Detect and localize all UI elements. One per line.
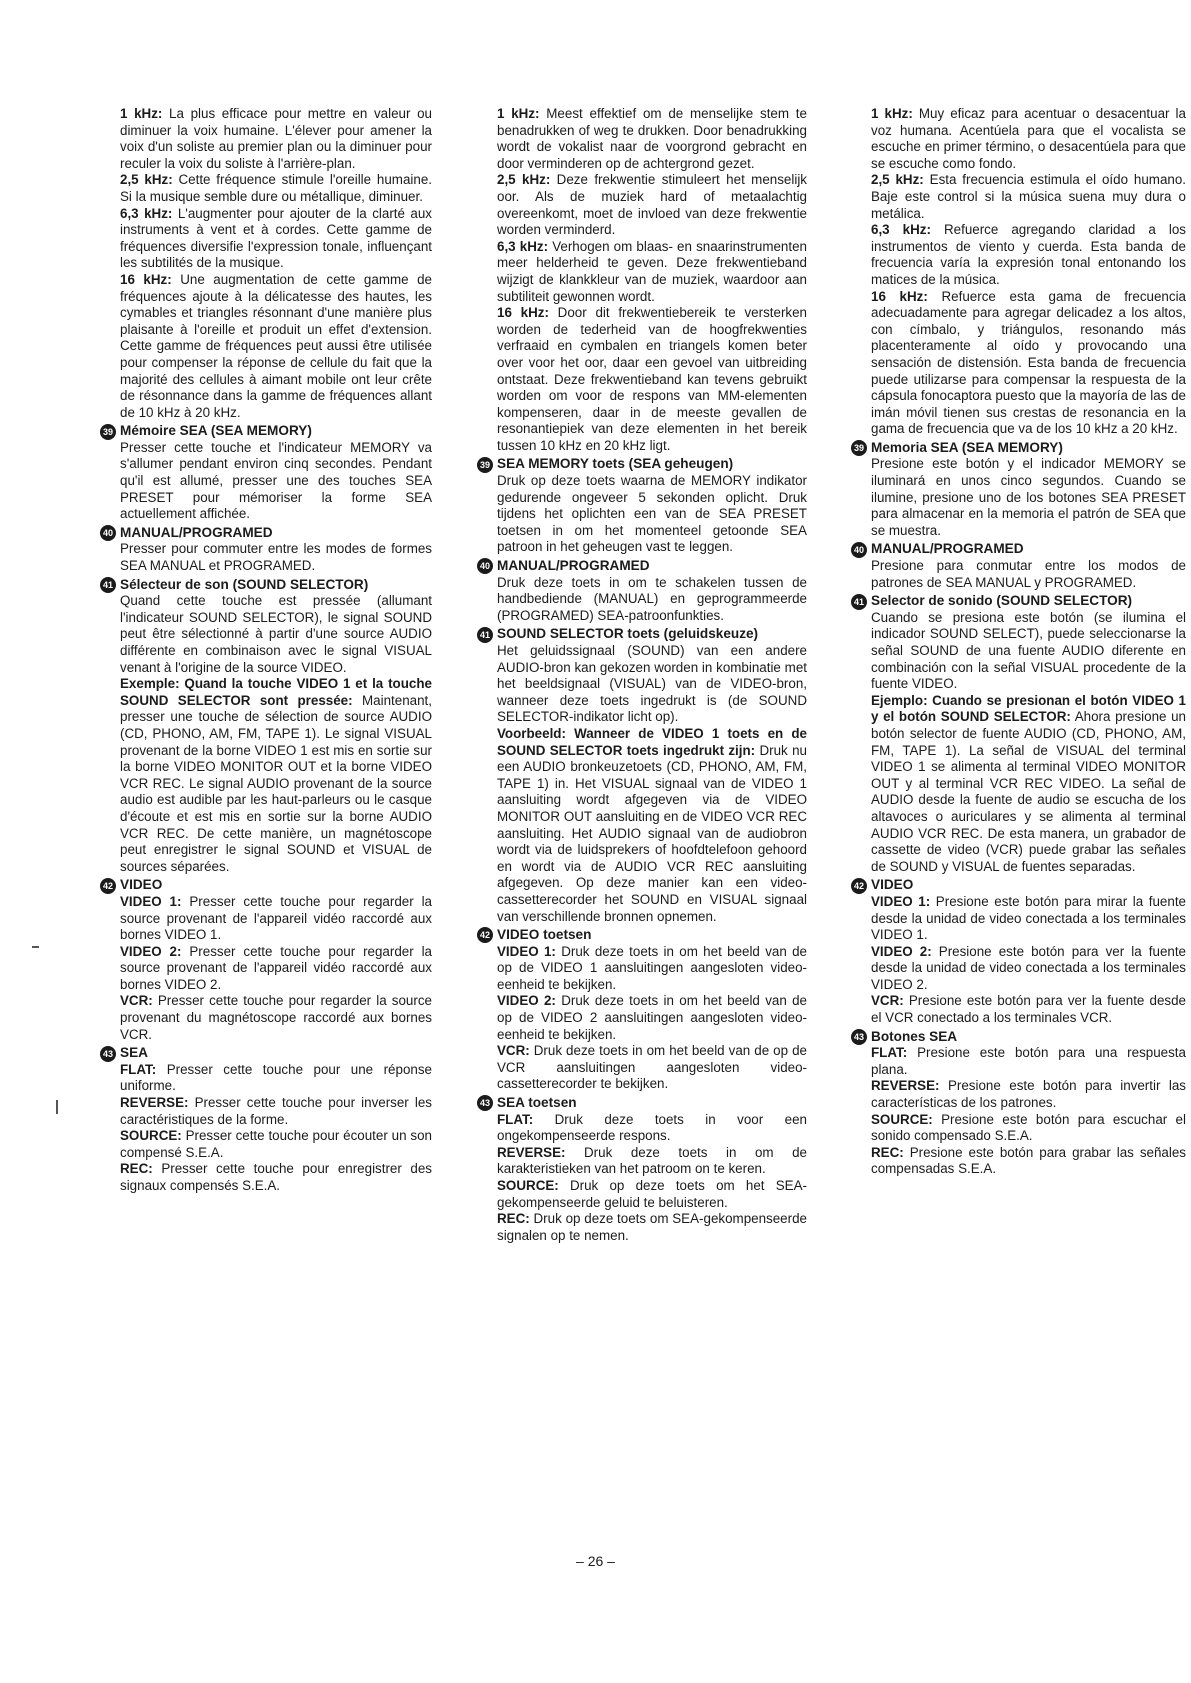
frequency-label: 1 kHz: [871, 106, 913, 121]
section-40 [102, 524, 432, 575]
item-text: Druk deze toets in om het beeld van de op de VCR aansluitingen aangesloten video-cassetterecorder te bekijken. [497, 1043, 807, 1092]
example-text: Ahora presione un botón selector de fuente AUDIO (CD, PHONO, AM, FM, TAPE 1). La señal de VISUAL del terminal VIDEO 1 se alimenta al terminal VIDEO MONITOR OUT y al terminal VCR REC VIDEO. La señal de AUDIO desde la fuente de audio se escucha de los altavoces o auriculares y se alimenta al terminal AUDIO VCR REC. De esta manera, un grabador de cassette de video (VCR) puede grabar las señales de SOUND y VISUAL de fuentes separadas. [871, 709, 1186, 874]
section-item [120, 993, 432, 1043]
item-text: Presser cette touche pour regarder la source provenant de l'appareil vidéo raccordé aux bornes VIDEO 1. [120, 893, 432, 943]
section-heading [100, 525, 432, 542]
item-label: SOURCE: [120, 1128, 182, 1144]
frequency-paragraph [497, 239, 807, 305]
section-number-badge: 43 [851, 1029, 867, 1045]
section-item [497, 1211, 807, 1244]
frequency-label: 1 kHz: [120, 106, 163, 121]
section-item [497, 1112, 807, 1145]
example-lead: Ejemplo: Cuando se presionan el botón VIDEO 1 y el botón SOUND SELECTOR: [871, 692, 1186, 725]
column-spanish [853, 106, 1187, 1178]
section-item [871, 894, 1186, 944]
frequency-paragraph [120, 272, 432, 421]
item-text: Presione este botón para mirar la fuente desde la unidad de video conectada a los terminales VIDEO 1. [871, 893, 1186, 943]
section-item [120, 1161, 432, 1194]
section-40 [479, 558, 807, 624]
section-title: Mémoire SEA (SEA MEMORY) [120, 423, 312, 439]
section-title: SOUND SELECTOR toets (geluidskeuze) [497, 626, 759, 642]
item-text: Presione este botón para ver la fuente desde la unidad de video conectada a los terminales VIDEO 2. [871, 943, 1187, 992]
section-item [871, 1145, 1186, 1178]
item-text: Presser cette touche pour enregistrer des signaux compensés S.E.A. [120, 1161, 432, 1193]
section-title: SEA MEMORY toets (SEA geheugen) [497, 456, 734, 472]
section-41 [479, 626, 807, 925]
item-label: VIDEO 1: [497, 943, 556, 959]
section-42 [479, 927, 807, 1093]
section-title: VIDEO toetsen [497, 927, 592, 943]
item-text: Druk deze toets in om het beeld van de op de VIDEO 2 aansluitingen aangesloten video-eenheid te bekijken. [497, 993, 807, 1042]
frequency-label: 2,5 kHz: [497, 172, 551, 188]
frequency-label: 16 kHz: [497, 305, 549, 321]
section-title: MANUAL/PROGRAMED [871, 541, 1024, 557]
item-label: SOURCE: [497, 1178, 559, 1193]
item-label: FLAT: [871, 1045, 908, 1061]
frequency-paragraph [120, 172, 432, 205]
item-text: Presione este botón para grabar las señales compensadas S.E.A. [871, 1144, 1186, 1177]
section-heading [851, 541, 1186, 558]
section-body: Presser pour commuter entre les modes de formes SEA MANUAL et PROGRAMED. [120, 541, 432, 574]
example-paragraph [120, 676, 432, 875]
frequency-text: Verhogen om blaas- en snaarinstrumenten meer helderheid te geven. Deze frekwentieband wijzigt de klankkleur van de muziek, waardoor aan subtiliteit gewonnen wordt. [497, 238, 807, 304]
section-body: Quand cette touche est pressée (allumant l'indicateur SOUND SELECTOR), le signal SOUND peut être sélectionné à partir d'une source AUDIO différente en combinaison avec le signal VISUAL venant à l'origine de la source VIDEO. [120, 593, 432, 675]
section-heading [477, 626, 807, 643]
section-title: SEA [120, 1045, 148, 1061]
frequency-text: Door dit frekwentiebereik te versterken worden de tederheid van de hoogfrekwenties verfraaid en cymbalen en triangels komen beter over voor het oor, daar een gevoel van uitbreiding ontstaat. Deze frekwentieband kan tevens gebruikt worden om voor de respons van MM-elementen kompenseren, daar in de meeste gevallen de resonantiepiek van deze elementen in het bereik tussen 10 kHz en 20 kHz ligt. [497, 305, 807, 453]
section-heading [851, 593, 1186, 610]
section-item [497, 1145, 807, 1178]
frequency-text: Deze frekwentie stimuleert het menselijk oor. Als de muziek hard of metaalachtig overeenkomt, moet de invloed van deze frekwentie worden verminderd. [497, 172, 807, 238]
item-text: Druk deze toets in voor een ongekompenseerde respons. [497, 1111, 807, 1144]
section-42 [853, 877, 1187, 1026]
scan-mark [56, 1100, 58, 1114]
section-heading [100, 423, 432, 440]
section-number-badge: 43 [477, 1095, 493, 1111]
item-text: Presione este botón para escuchar el sonido compensado S.E.A. [871, 1111, 1186, 1144]
frequency-label: 1 kHz: [497, 106, 540, 121]
frequency-paragraph [871, 172, 1186, 222]
section-heading [100, 877, 432, 894]
section-heading [477, 558, 807, 575]
item-label: REC: [120, 1161, 153, 1177]
section-body: Druk op deze toets waarna de MEMORY indikator gedurende ongeveer 5 sekonden oplicht. Druk tijdens het oplichten een van de SEA PRESET toetsen in om het momenteel getoonde SEA patroon in het geheugen vast te leggen. [497, 473, 807, 555]
example-text: Druk nu een AUDIO bronkeuzetoets (CD, PHONO, AM, FM, TAPE 1) in. Het VISUAL signaal van de VIDEO 1 aansluiting wordt afgegeven via de VIDEO MONITOR OUT aansluiting en de VIDEO VCR REC aansluiting. Het AUDIO signaal van de audiobron wordt via de luidsprekers of hoofdtelefoon gehoord en wordt via de AUDIO VCR REC aansluiting afgegeven. Op deze manier kan een video-cassetterecorder het SOUND en VISUAL signaal van verschillende bronnen opnemen. [497, 742, 807, 924]
frequency-label: 16 kHz: [871, 288, 928, 304]
item-label: REVERSE: [120, 1095, 189, 1111]
section-item [120, 894, 432, 944]
section-item [120, 944, 432, 994]
frequency-paragraph [120, 106, 432, 172]
frequency-label: 6,3 kHz: [497, 238, 549, 254]
frequency-label: 6,3 kHz: [871, 222, 931, 238]
section-number-badge: 39 [477, 457, 493, 473]
section-43 [853, 1028, 1186, 1178]
section-item [120, 1062, 432, 1095]
item-label: REC: [497, 1211, 530, 1227]
item-text: Presser cette touche pour inverser les caractéristiques de la forme. [120, 1095, 432, 1127]
section-item [871, 1045, 1186, 1078]
frequency-paragraph [120, 206, 432, 272]
section-heading [100, 577, 432, 594]
frequency-text: Esta frecuencia estimula el oído humano. Baje este control si la música suena muy dura o metálica. [871, 172, 1187, 221]
item-label: SOURCE: [871, 1111, 933, 1127]
item-text: Presser cette touche pour regarder la source provenant de l'appareil vidéo raccordé aux bornes VIDEO 2. [120, 943, 432, 992]
section-41 [102, 576, 432, 876]
page-number: – 26 – [576, 1553, 615, 1569]
frequency-paragraph [497, 106, 807, 172]
section-title: MANUAL/PROGRAMED [497, 558, 650, 574]
section-title: MANUAL/PROGRAMED [120, 524, 273, 540]
item-text: Presser cette touche pour une réponse uniforme. [120, 1061, 432, 1094]
item-text: Presione este botón para ver la fuente desde el VCR conectado a los terminales VCR. [871, 993, 1186, 1026]
item-label: REVERSE: [497, 1144, 566, 1160]
section-body: Presser cette touche et l'indicateur MEMORY va s'allumer pendant environ cinq secondes. Pendant qu'il est allumé, presser une des touches SEA PRESET pour mémoriser la forme SEA actuellement affichée. [120, 439, 432, 522]
section-40 [853, 541, 1186, 591]
item-label: VCR: [871, 993, 904, 1009]
section-43 [102, 1045, 432, 1194]
item-label: FLAT: [120, 1061, 157, 1077]
item-label: VIDEO 1: [871, 893, 931, 909]
section-number-badge: 41 [477, 627, 493, 643]
frequency-label: 6,3 kHz: [120, 205, 173, 221]
section-heading [477, 456, 807, 473]
item-label: REVERSE: [871, 1078, 940, 1094]
section-42 [102, 877, 432, 1043]
frequency-label: 16 kHz: [120, 271, 172, 287]
frequency-paragraph [871, 289, 1186, 438]
section-number-badge: 42 [851, 878, 867, 894]
example-lead: Exemple: Quand la touche VIDEO 1 et la touche SOUND SELECTOR sont pressée: [120, 676, 432, 708]
item-label: VIDEO 1: [120, 893, 182, 909]
section-heading [100, 1045, 432, 1062]
item-text: Presser cette touche pour regarder la source provenant du magnétoscope raccordé aux bornes VCR. [120, 993, 432, 1042]
frequency-text: Refuerce esta gama de frecuencia adecuadamente para agregar delicadez a los altos, con címbalo, y triángulos, resonando más placenteramente al oído y provocando una sensación de distensión. Esta banda de frecuencia puede utilizarse para compensar la respuesta de la cápsula fonocaptora puesto que la mayoría de las de imán móvil tienen sus crestas de resonancia en la gama de frecuencia que va de los 10 kHz a 20 kHz. [871, 288, 1186, 437]
section-number-badge: 40 [851, 542, 867, 558]
section-body: Cuando se presiona este botón (se ilumina el indicador SOUND SELECT), puede seleccionarse la señal SOUND de una fuente AUDIO diferente en combinación con la señal VISUAL procedente de la fuente VIDEO. [871, 609, 1186, 692]
section-title: Selector de sonido (SOUND SELECTOR) [871, 593, 1133, 609]
frequency-label: 2,5 kHz: [871, 172, 924, 188]
frequency-label: 2,5 kHz: [120, 172, 173, 188]
frequency-paragraph [497, 305, 807, 454]
frequency-text: Cette fréquence stimule l'oreille humaine. Si la musique semble dure ou métallique, diminuer. [120, 172, 432, 204]
section-item [497, 944, 807, 994]
frequency-text: L'augmenter pour ajouter de la clarté aux instruments à vent et à cordes. Cette gamme de fréquences diversifie l'expression tonale, influençant les subtilités de la musique. [120, 205, 432, 271]
section-body: Presione para conmutar entre los modos de patrones de SEA MANUAL y PROGRAMED. [871, 558, 1186, 590]
section-39 [853, 439, 1186, 540]
section-heading [851, 877, 1186, 894]
section-item [871, 993, 1186, 1026]
frequency-text: Muy eficaz para acentuar o desacentuar la voz humana. Acentúela para que el vocalista se escuche en primer término, o desacentúela para que se escuche como fondo. [871, 106, 1186, 171]
frequency-text: Meest effektief om de menselijke stem te benadrukken of weg te drukken. Door benadrukking wordt de vokalist naar de voorgrond gebracht en door verminderen op de achtergrond gezet. [497, 106, 807, 171]
section-item [497, 993, 807, 1043]
item-text: Presser cette touche pour écouter un son compensé S.E.A. [120, 1128, 432, 1160]
section-item [871, 1112, 1186, 1145]
section-number-badge: 39 [851, 440, 867, 456]
column-dutch [479, 106, 807, 1244]
frequency-text: Une augmentation de cette gamme de fréquences ajoute à la délicatesse des hautes, les cymables et triangles résonnant d'une manière plus plaisante à l'oreille et produit un effet d'extension. Cette gamme de fréquences peut aussi être utilisée pour compenser la réponse de cellule du fait que la majorité des cellules à aimant mobile ont leur crête de résonnance dans la gamme de fréquences allant de 10 kHz à 20 kHz. [120, 271, 432, 420]
section-39 [102, 423, 432, 523]
section-number-badge: 40 [100, 525, 116, 541]
frequency-paragraph [871, 106, 1186, 172]
item-text: Presione este botón para invertir las características de los patrones. [871, 1078, 1186, 1111]
item-label: VIDEO 2: [871, 943, 932, 959]
section-item [497, 1043, 807, 1093]
section-number-badge: 39 [100, 424, 116, 440]
section-title: Memoria SEA (SEA MEMORY) [871, 439, 1063, 455]
section-number-badge: 41 [100, 577, 116, 593]
section-title: Sélecteur de son (SOUND SELECTOR) [120, 576, 369, 592]
item-text: Druk op deze toets om SEA-gekompenseerde signalen op te nemen. [497, 1211, 807, 1243]
section-number-badge: 41 [851, 594, 867, 610]
item-label: VCR: [120, 993, 153, 1009]
section-body: Druk deze toets in om te schakelen tussen de handbediende (MANUAL) en geprogrammeerde (PROGRAMED) SEA-patroonfunkties. [497, 574, 807, 623]
frequency-text: La plus efficace pour mettre en valeur ou diminuer la voix humaine. L'élever pour amener la voix d'un soliste au premier plan ou la diminuer pour reculer la voix du soliste à l'arrière-plan. [120, 106, 432, 171]
column-french [102, 106, 432, 1195]
section-number-badge: 43 [100, 1046, 116, 1062]
item-text: Druk deze toets in om het beeld van de op de VIDEO 1 aansluitingen aangesloten video-eenheid te bekijken. [497, 943, 807, 992]
example-paragraph [871, 693, 1186, 876]
section-item [871, 944, 1186, 994]
section-item [497, 1178, 807, 1211]
example-text: Maintenant, presser une touche de sélection de source AUDIO (CD, PHONO, AM, FM, TAPE 1). Le signal VISUAL provenant de la borne VIDEO 1 est mis en sortie sur la borne VIDEO MONITOR OUT et la borne VIDEO VCR REC. Le signal AUDIO provenant de la source audio est audible par les haut-parleurs ou le casque d'écoute et est mis en sortie sur la borne AUDIO VCR REC. De cette manière, un magnétoscope peut enregistrer le signal SOUND et VISUAL de sources séparées. [120, 692, 432, 874]
frequency-paragraph [497, 172, 807, 238]
section-number-badge: 42 [477, 927, 493, 943]
section-item [871, 1078, 1186, 1111]
section-title: VIDEO [120, 877, 163, 893]
frequency-text: Refuerce agregando claridad a los instrumentos de viento y cuerda. Esta banda de frecuencia varía la expresión tonal entonando los matices de la música. [871, 222, 1186, 287]
item-label: VIDEO 2: [497, 993, 556, 1009]
section-title: SEA toetsen [497, 1095, 577, 1111]
section-body: Presione este botón y el indicador MEMORY se iluminará en unos cinco segundos. Cuando se ilumine, presione uno de los botones SEA PRESET para almacenar en la memoria el patrón de SEA que se muestra. [871, 456, 1186, 538]
item-text: Druk op deze toets om het SEA-gekompenseerde geluid te beluisteren. [497, 1178, 807, 1210]
section-39 [479, 456, 807, 556]
section-heading [851, 440, 1186, 457]
item-text: Presione este botón para una respuesta plana. [871, 1045, 1186, 1077]
item-label: VIDEO 2: [120, 943, 182, 959]
item-text: Druk deze toets in om de karakteristieken van het patroom on te keren. [497, 1144, 807, 1177]
section-number-badge: 42 [100, 878, 116, 894]
item-label: VCR: [497, 1043, 530, 1059]
example-paragraph [497, 726, 807, 925]
section-heading [851, 1029, 1186, 1046]
section-item [120, 1095, 432, 1128]
example-lead: Voorbeeld: Wanneer de VIDEO 1 toets en de SOUND SELECTOR toets ingedrukt zijn: [497, 725, 807, 758]
section-item [120, 1128, 432, 1161]
section-title: Botones SEA [871, 1028, 958, 1044]
item-label: REC: [871, 1144, 904, 1160]
section-heading [477, 927, 807, 944]
section-body: Het geluidssignaal (SOUND) van een andere AUDIO-bron kan gekozen worden in kombinatie met het beeldsignaal (VISUAL) van de VIDEO-bron, wanneer deze toets ingedrukt is (de SOUND SELECTOR-indikator licht op). [497, 643, 807, 725]
section-43 [479, 1095, 807, 1244]
section-heading [477, 1095, 807, 1112]
section-41 [853, 593, 1186, 875]
section-number-badge: 40 [477, 558, 493, 574]
item-label: FLAT: [497, 1111, 534, 1127]
scan-mark [32, 946, 39, 948]
section-title: VIDEO [871, 877, 914, 893]
frequency-paragraph [871, 222, 1186, 288]
